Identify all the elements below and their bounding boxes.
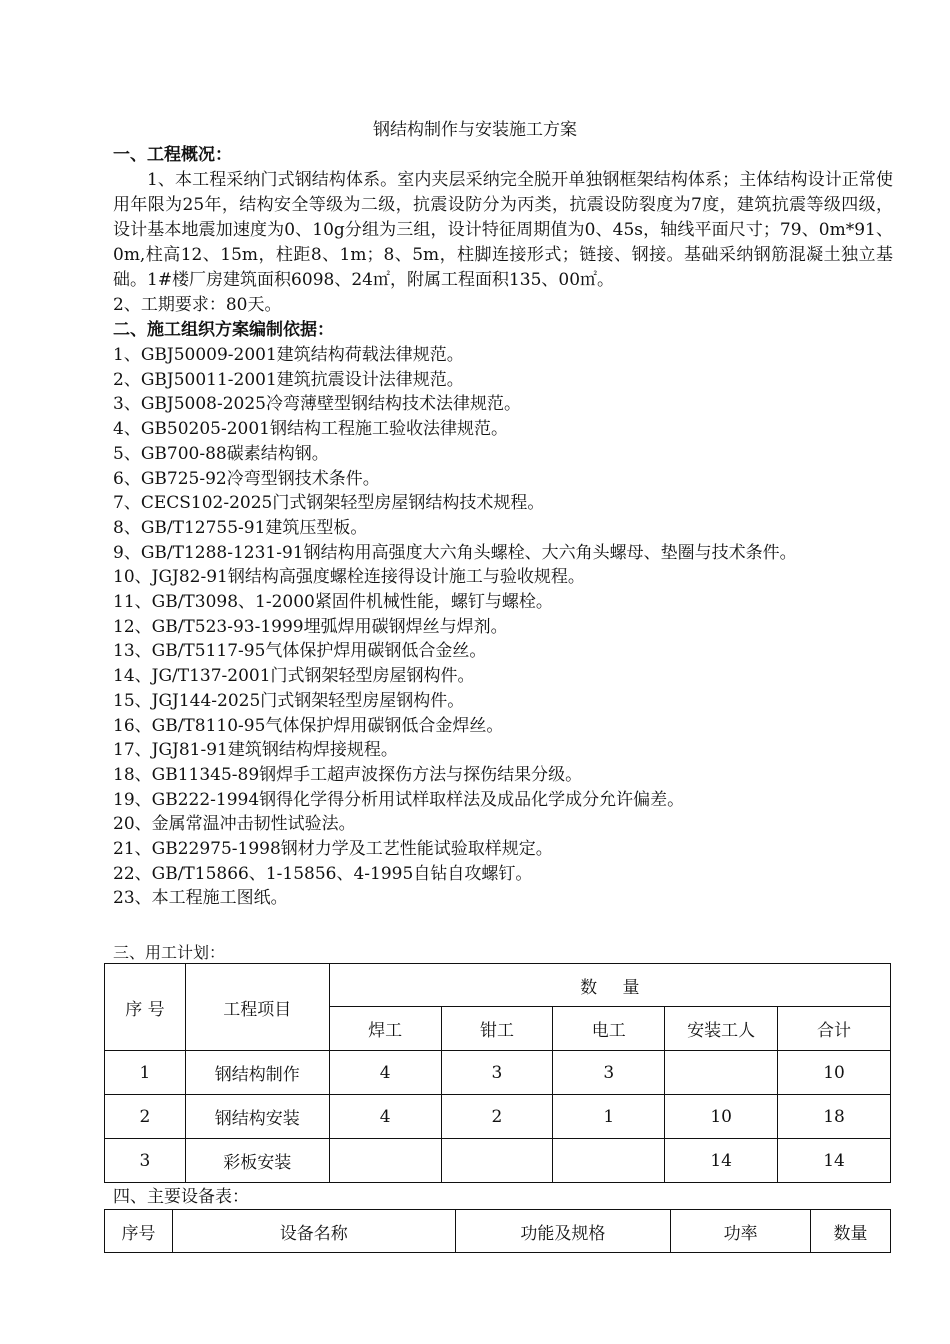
cell-welder: 4 [329,1051,441,1095]
cell-electrician: 3 [553,1051,665,1095]
header-welder: 焊工 [329,1007,441,1051]
table-row [105,1139,891,1183]
list-item: 13、GB/T5117-95气体保护焊用碳钢低合金丝。 [113,641,487,662]
cell-item: 彩板安装 [185,1139,329,1183]
cell-installer: 10 [665,1095,778,1139]
list-item: 22、GB/T15866、1-15856、4-1995自钻自攻螺钉。 [113,863,533,884]
table-row [105,1051,891,1095]
header-installer: 安装工人 [665,1007,778,1051]
section-4-heading: 四、主要设备表： [113,1187,249,1207]
list-item: 19、GB222-1994钢得化学得分析用试样取样法及成品化学成分允许偏差。 [113,789,685,810]
list-item: 3、GBJ5008-2025冷弯薄壁型钢结构技术法律规范。 [113,394,521,415]
cell-total: 14 [778,1139,891,1183]
header-electrician: 电工 [553,1007,665,1051]
section-1 [113,143,893,911]
list-item: 8、GB/T12755-91建筑压型板。 [113,517,368,538]
list-item: 9、GB/T1288-1231-91钢结构用高强度大六角头螺栓、大六角头螺母、垫圈与技术条件。 [113,542,797,563]
list-item: 7、CECS102-2025门式钢架轻型房屋钢结构技术规程。 [113,493,545,514]
section-1-heading: 一、工程概况： [113,145,232,165]
list-item: 16、GB/T8110-95气体保护焊用碳钢低合金焊丝。 [113,715,504,736]
labor-plan-table [104,963,891,1183]
header-no: 序 号 [105,964,186,1051]
cell-no: 1 [105,1051,186,1095]
cell-welder [329,1139,441,1183]
basis-list [113,343,893,911]
header-item: 工程项目 [185,964,329,1051]
list-item: 10、JGJ82-91钢结构高强度螺栓连接得设计施工与验收规程。 [113,567,585,588]
cell-electrician [553,1139,665,1183]
list-item: 12、GB/T523-93-1999埋弧焊用碳钢焊丝与焊剂。 [113,616,508,637]
table-row [105,1095,891,1139]
equip-header-name: 设备名称 [172,1210,455,1253]
project-overview-paragraph: 1、本工程采纳门式钢结构体系。室内夹层采纳完全脱开单独钢框架结构体系；主体结构设计正常使用年限为25年，结构安全等级为二级，抗震设防分为丙类，抗震设防裂度为7度，建筑抗震等级四级，设计基本地震加速度为0、10g分组为三组，设计特征周期值为0、45s，轴线平面尺寸；79、0m*91、0m,柱高12、15m，柱距8、1m；8、5m，柱脚连接形式；链接、钢接。基础采纳钢筋混凝土独立基础。1#楼厂房建筑面积6098、24㎡，附属工程面积135、00㎡。 [113,170,893,290]
cell-welder: 4 [329,1095,441,1139]
list-item: 17、JGJ81-91建筑钢结构焊接规程。 [113,740,398,761]
list-item: 20、金属常温冲击韧性试验法。 [113,814,356,835]
equip-header-no: 序号 [105,1210,173,1253]
list-item: 21、GB22975-1998钢材力学及工艺性能试验取样规定。 [113,839,553,860]
list-item: 1、GBJ50009-2001建筑结构荷载法律规范。 [113,345,464,365]
list-item: 4、GB50205-2001钢结构工程施工验收法律规范。 [113,419,508,440]
cell-electrician: 1 [553,1095,665,1139]
list-item: 15、JGJ144-2025门式钢架轻型房屋钢构件。 [113,690,465,711]
list-item: 18、GB11345-89钢焊手工超声波探伤方法与探伤结果分级。 [113,764,583,785]
cell-total: 18 [778,1095,891,1139]
section-3-heading: 三、用工计划： [113,943,226,962]
cell-fitter: 3 [441,1051,553,1095]
cell-no: 2 [105,1095,186,1139]
list-item: 5、GB700-88碳素结构钢。 [113,443,329,464]
equip-header-spec: 功能及规格 [455,1210,671,1253]
document-title: 钢结构制作与安装施工方案 [373,120,577,140]
header-quantity: 数 量 [329,964,890,1007]
cell-installer: 14 [665,1139,778,1183]
equipment-table [104,1209,891,1253]
cell-fitter: 2 [441,1095,553,1139]
list-item: 2、GBJ50011-2001建筑抗震设计法律规范。 [113,369,464,390]
equip-header-power: 功率 [671,1210,811,1253]
cell-fitter [441,1139,553,1183]
section-2-heading: 二、施工组织方案编制依据： [113,320,334,340]
header-total: 合计 [778,1007,891,1051]
equip-header-qty: 数量 [811,1210,891,1253]
list-item: 6、GB725-92冷弯型钢技术条件。 [113,468,380,489]
cell-installer [665,1051,778,1095]
cell-item: 钢结构制作 [185,1051,329,1095]
cell-no: 3 [105,1139,186,1183]
list-item: 23、本工程施工图纸。 [113,888,288,909]
construction-period: 2、工期要求：80天。 [113,295,282,315]
cell-total: 10 [778,1051,891,1095]
header-fitter: 钳工 [441,1007,553,1051]
cell-item: 钢结构安装 [185,1095,329,1139]
list-item: 14、JG/T137-2001门式钢架轻型房屋钢构件。 [113,666,475,687]
list-item: 11、GB/T3098、1-2000紧固件机械性能，螺钉与螺栓。 [113,592,553,613]
